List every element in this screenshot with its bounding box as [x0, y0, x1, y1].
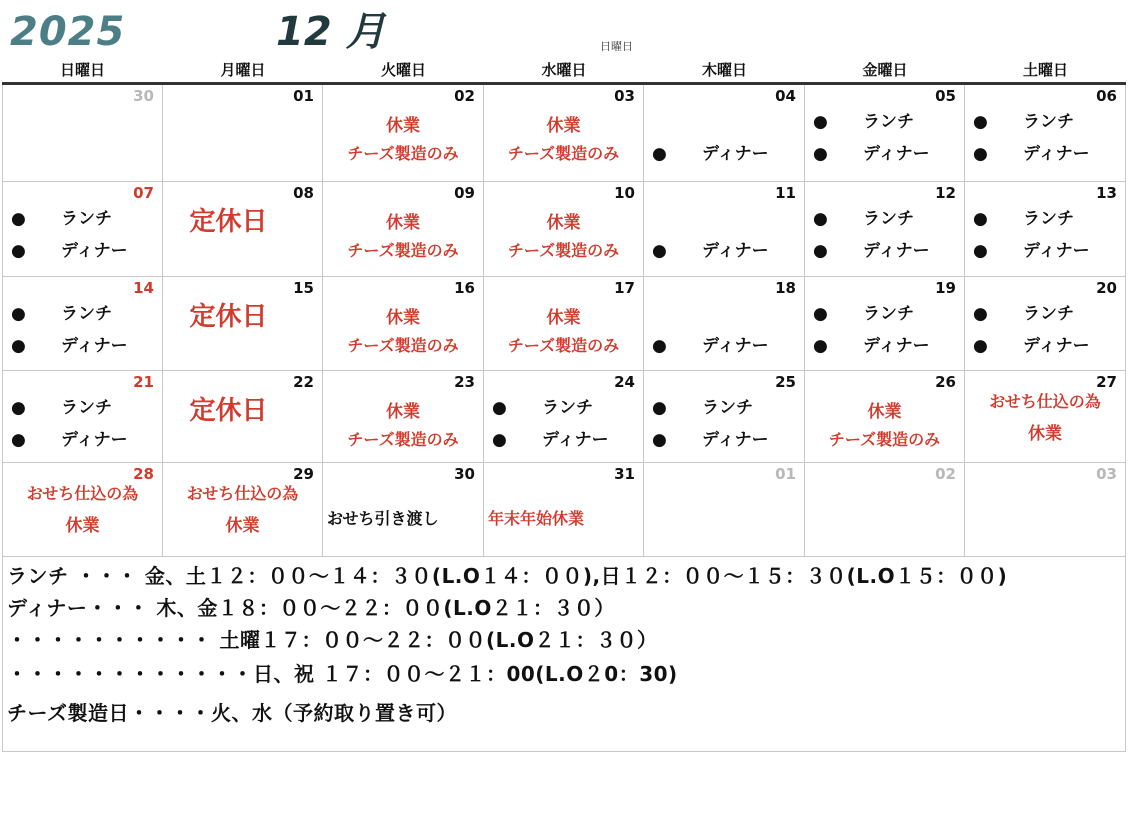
- day-cell: [484, 85, 644, 182]
- day-cell: [965, 277, 1126, 371]
- bullet-icon: ●: [813, 209, 828, 229]
- day-cell: [2, 182, 163, 277]
- cell-note: チーズ製造のみ: [507, 336, 620, 355]
- day-number: 30: [454, 465, 475, 483]
- month-title: 12 月: [276, 9, 386, 55]
- day-cell: [644, 182, 805, 277]
- cell-note: 休業: [546, 213, 581, 233]
- day-cell: [644, 277, 805, 371]
- day-number: 18: [775, 279, 796, 297]
- service-item: [973, 335, 1090, 357]
- service-item: [813, 143, 930, 165]
- business-hours-info: [2, 557, 1126, 752]
- day-number: 01: [293, 87, 314, 105]
- calendar-header: [0, 0, 1128, 84]
- weekday-header: 木曜日: [701, 61, 747, 79]
- day-number: 25: [775, 373, 796, 391]
- info-line-sunday-holiday: ・・・・・・・・・・・・日、祝 １７：００～２１：00(L.O２0：30): [7, 662, 678, 686]
- service-label: ディナー: [1023, 144, 1090, 164]
- day-cell: [163, 277, 323, 371]
- service-item: [492, 429, 609, 451]
- year-title: 2025: [10, 9, 126, 55]
- closed-day-label: 定休日: [189, 207, 268, 237]
- service-item: [652, 429, 769, 451]
- day-number: 14: [133, 279, 154, 297]
- service-label: ランチ: [863, 304, 914, 324]
- weekday-header: 日曜日: [59, 61, 105, 79]
- day-cell: [2, 463, 163, 557]
- service-label: ディナー: [702, 144, 769, 164]
- bullet-icon: ●: [11, 336, 26, 356]
- day-cell: [484, 182, 644, 277]
- bullet-icon: ●: [973, 304, 988, 324]
- day-number: 02: [454, 87, 475, 105]
- service-label: ディナー: [863, 144, 930, 164]
- day-number: 28: [133, 465, 154, 483]
- day-number: 03: [1096, 465, 1117, 483]
- service-item: [11, 240, 128, 262]
- service-label: ディナー: [542, 430, 609, 450]
- day-cell: [2, 277, 163, 371]
- cell-note: 年末年始休業: [488, 509, 585, 528]
- bullet-icon: ●: [973, 241, 988, 261]
- day-number: 22: [293, 373, 314, 391]
- service-label: ランチ: [61, 398, 112, 418]
- service-item: [813, 335, 930, 357]
- service-label: ランチ: [61, 304, 112, 324]
- service-label: ディナー: [1023, 336, 1090, 356]
- service-label: ランチ: [863, 112, 914, 132]
- day-cell: [644, 371, 805, 463]
- day-cell: [323, 182, 484, 277]
- service-label: ディナー: [1023, 241, 1090, 261]
- cell-note: チーズ製造のみ: [507, 241, 620, 260]
- day-number: 08: [293, 184, 314, 202]
- day-cell: [163, 182, 323, 277]
- cell-note: 休業: [386, 402, 420, 422]
- service-item: [652, 240, 769, 262]
- bullet-icon: ●: [492, 430, 507, 450]
- weekday-header: 水曜日: [541, 61, 587, 79]
- day-number: 26: [935, 373, 956, 391]
- cell-note: 休業: [546, 308, 581, 328]
- day-number: 07: [133, 184, 154, 202]
- day-number: 09: [454, 184, 475, 202]
- day-cell: [323, 277, 484, 371]
- cell-note: おせち仕込の為: [186, 484, 299, 503]
- cell-note: チーズ製造のみ: [507, 144, 620, 163]
- bullet-icon: ●: [813, 241, 828, 261]
- day-number: 27: [1096, 373, 1117, 391]
- service-item: [11, 303, 112, 325]
- info-line-saturday: ・・・・・・・・・・ 土曜１７：００～２２：００(L.O２１：３０）: [7, 628, 658, 652]
- bullet-icon: ●: [652, 241, 667, 261]
- bullet-icon: ●: [652, 430, 667, 450]
- service-item: [492, 397, 593, 419]
- day-number: 04: [775, 87, 796, 105]
- weekday-header-row: [2, 58, 1126, 82]
- bullet-icon: ●: [11, 209, 26, 229]
- cell-note: 休業: [386, 213, 420, 233]
- cell-note: 休業: [225, 516, 260, 536]
- service-item: [11, 429, 128, 451]
- day-cell: [805, 371, 965, 463]
- day-cell: [163, 371, 323, 463]
- bullet-icon: ●: [813, 304, 828, 324]
- cell-note: チーズ製造のみ: [347, 241, 459, 260]
- cell-note: おせち引き渡し: [327, 509, 439, 528]
- bullet-icon: ●: [11, 430, 26, 450]
- day-number: 20: [1096, 279, 1117, 297]
- day-cell: [805, 182, 965, 277]
- bullet-icon: ●: [11, 304, 26, 324]
- day-number: 10: [614, 184, 635, 202]
- bullet-icon: ●: [652, 398, 667, 418]
- cell-note: 休業: [1028, 424, 1062, 444]
- day-number: 23: [454, 373, 475, 391]
- day-number: 19: [935, 279, 956, 297]
- day-cell: [965, 371, 1126, 463]
- service-label: ディナー: [702, 430, 769, 450]
- day-number: 06: [1096, 87, 1117, 105]
- day-number: 03: [614, 87, 635, 105]
- closed-day-label: 定休日: [189, 396, 268, 426]
- service-item: [973, 303, 1074, 325]
- cell-note: チーズ製造のみ: [828, 430, 941, 449]
- day-cell: [805, 277, 965, 371]
- day-number: 31: [614, 465, 635, 483]
- bullet-icon: ●: [973, 144, 988, 164]
- bullet-icon: ●: [11, 241, 26, 261]
- service-item: [652, 143, 769, 165]
- day-cell: [644, 85, 805, 182]
- bullet-icon: ●: [652, 144, 667, 164]
- bullet-icon: ●: [813, 112, 828, 132]
- service-label: ランチ: [702, 398, 753, 418]
- bullet-icon: ●: [973, 209, 988, 229]
- service-label: ディナー: [863, 336, 930, 356]
- bullet-icon: ●: [973, 112, 988, 132]
- day-number: 24: [614, 373, 635, 391]
- day-number: 29: [293, 465, 314, 483]
- service-item: [11, 208, 112, 230]
- cell-note: チーズ製造のみ: [347, 430, 459, 449]
- day-number: 30: [133, 87, 154, 105]
- cell-note: チーズ製造のみ: [347, 336, 459, 355]
- info-line-cheese-days: チーズ製造日・・・・火、水（予約取り置き可）: [7, 701, 457, 725]
- service-label: ランチ: [1023, 209, 1074, 229]
- service-label: ランチ: [542, 398, 593, 418]
- bullet-icon: ●: [813, 336, 828, 356]
- day-cell: [965, 463, 1126, 557]
- day-number: 11: [775, 184, 796, 202]
- small-weekday-label: 日曜日: [600, 40, 633, 53]
- day-cell: [805, 463, 965, 557]
- day-cell: [163, 463, 323, 557]
- weekday-header: 金曜日: [862, 61, 908, 79]
- service-label: ランチ: [1023, 112, 1074, 132]
- service-label: ランチ: [1023, 304, 1074, 324]
- day-cell: [965, 85, 1126, 182]
- service-item: [973, 240, 1090, 262]
- service-label: ディナー: [702, 336, 769, 356]
- day-cell: [644, 463, 805, 557]
- day-number: 02: [935, 465, 956, 483]
- info-line-dinner: ディナー・・・ 木、金１８：００～２２：００(L.O２１：３０）: [7, 596, 615, 620]
- day-cell: [323, 463, 484, 557]
- weekday-header: 火曜日: [380, 61, 426, 79]
- day-cell: [805, 85, 965, 182]
- bullet-icon: ●: [973, 336, 988, 356]
- closed-day-label: 定休日: [189, 302, 268, 332]
- service-label: ディナー: [61, 241, 128, 261]
- service-label: ランチ: [61, 209, 112, 229]
- cell-note: 休業: [386, 308, 420, 328]
- cell-note: 休業: [546, 116, 581, 136]
- service-item: [973, 208, 1074, 230]
- day-cell: [323, 371, 484, 463]
- bullet-icon: ●: [652, 336, 667, 356]
- cell-note: おせち仕込の為: [989, 392, 1101, 411]
- day-cell: [484, 371, 644, 463]
- day-cell: [484, 463, 644, 557]
- service-item: [652, 335, 769, 357]
- day-cell: [484, 277, 644, 371]
- weekday-header: 月曜日: [220, 61, 266, 79]
- day-number: 05: [935, 87, 956, 105]
- cell-note: おせち仕込の為: [26, 484, 139, 503]
- info-line-lunch: ランチ ・・・ 金、土１２：００～１４：３０(L.O１４：００),日１２：００～１５：３０(L.O１５：００): [7, 564, 1008, 588]
- day-number: 17: [614, 279, 635, 297]
- day-cell: [2, 371, 163, 463]
- day-cell: [965, 182, 1126, 277]
- service-item: [813, 208, 914, 230]
- day-cell: [323, 85, 484, 182]
- service-item: [813, 111, 914, 133]
- calendar-grid: [2, 85, 1126, 557]
- service-item: [813, 240, 930, 262]
- day-number: 16: [454, 279, 475, 297]
- bullet-icon: ●: [813, 144, 828, 164]
- day-number: 01: [775, 465, 796, 483]
- service-label: ディナー: [61, 336, 128, 356]
- day-number: 21: [133, 373, 154, 391]
- day-number: 15: [293, 279, 314, 297]
- bullet-icon: ●: [11, 398, 26, 418]
- service-label: ディナー: [863, 241, 930, 261]
- service-item: [973, 143, 1090, 165]
- service-item: [813, 303, 914, 325]
- day-number: 13: [1096, 184, 1117, 202]
- service-item: [973, 111, 1074, 133]
- service-label: ランチ: [863, 209, 914, 229]
- day-number: 12: [935, 184, 956, 202]
- service-item: [11, 335, 128, 357]
- cell-note: 休業: [867, 402, 902, 422]
- day-cell: [163, 85, 323, 182]
- day-cell: [2, 85, 163, 182]
- cell-note: 休業: [386, 116, 420, 136]
- cell-note: 休業: [65, 516, 100, 536]
- service-label: ディナー: [702, 241, 769, 261]
- bullet-icon: ●: [492, 398, 507, 418]
- service-item: [652, 397, 753, 419]
- weekday-header: 土曜日: [1022, 61, 1068, 79]
- service-item: [11, 397, 112, 419]
- cell-note: チーズ製造のみ: [347, 144, 459, 163]
- service-label: ディナー: [61, 430, 128, 450]
